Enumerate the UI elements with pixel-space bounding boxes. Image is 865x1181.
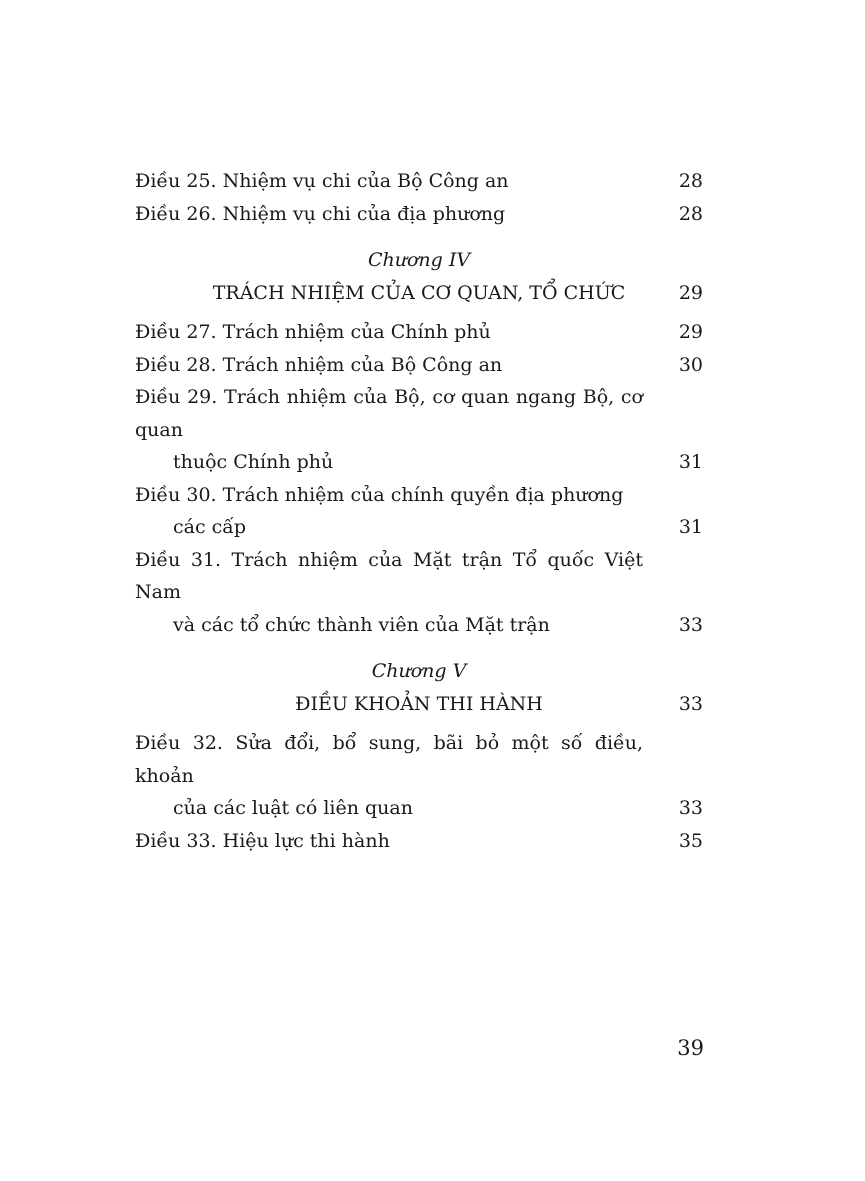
toc-entry-text: Điều 30. Trách nhiệm của chính quyền địa phương — [135, 483, 624, 506]
chapter-4-label: Chương IV — [367, 249, 471, 271]
toc-entry-dieu-26[interactable] — [135, 198, 703, 231]
toc-entry-continuation: của các luật có liên quan — [173, 797, 413, 819]
chapter-4-page: 29 — [678, 282, 703, 304]
toc-entry-text: Điều 27. Trách nhiệm của Chính phủ — [135, 321, 491, 343]
toc-entry-page: 29 — [678, 321, 703, 343]
toc-entry-page: 33 — [678, 613, 703, 636]
chapter-4-title: TRÁCH NHIỆM CỦA CƠ QUAN, TỔ CHỨC — [212, 282, 626, 304]
toc-entry-dieu-33[interactable] — [135, 825, 703, 858]
toc-entry-text: Điều 31. Trách nhiệm của Mặt trận Tổ quốc Việt Nam — [135, 548, 643, 603]
toc-entry-continuation: thuộc Chính phủ — [173, 451, 334, 473]
table-of-contents — [135, 165, 703, 857]
toc-entry-dieu-32[interactable] — [135, 727, 703, 825]
toc-entry-dieu-30[interactable] — [135, 479, 703, 544]
toc-entry-page: 31 — [678, 451, 703, 473]
toc-entry-dieu-28[interactable] — [135, 349, 703, 382]
chapter-4-heading[interactable] — [135, 276, 703, 310]
toc-entry-text: Điều 25. Nhiệm vụ chi của Bộ Công an — [135, 170, 509, 192]
chapter-5-label: Chương V — [371, 660, 467, 682]
toc-entry-text: Điều 28. Trách nhiệm của Bộ Công an — [135, 353, 503, 376]
toc-entry-text: Điều 33. Hiệu lực thi hành — [135, 829, 390, 852]
toc-entry-dieu-27[interactable] — [135, 316, 703, 349]
toc-entry-page: 35 — [678, 829, 703, 852]
toc-entry-page: 28 — [678, 170, 703, 192]
toc-entry-continuation: và các tổ chức thành viên của Mặt trận — [173, 613, 550, 636]
chapter-5-heading[interactable] — [135, 687, 703, 721]
toc-entry-text: Điều 26. Nhiệm vụ chi của địa phương — [135, 202, 506, 225]
page-number: 39 — [677, 1036, 704, 1060]
toc-entry-dieu-31[interactable] — [135, 544, 703, 642]
toc-entry-text: Điều 32. Sửa đổi, bổ sung, bãi bỏ một số điều, khoản — [135, 732, 643, 787]
toc-entry-page: 31 — [678, 516, 703, 538]
toc-entry-page: 28 — [678, 202, 703, 225]
toc-entry-dieu-29[interactable] — [135, 381, 703, 479]
toc-entry-page: 30 — [678, 353, 703, 376]
toc-entry-dieu-25[interactable] — [135, 165, 703, 198]
toc-entry-text: Điều 29. Trách nhiệm của Bộ, cơ quan ngang Bộ, cơ quan — [135, 386, 643, 441]
toc-entry-continuation: các cấp — [173, 516, 247, 538]
chapter-5-page: 33 — [678, 693, 703, 715]
toc-entry-page: 33 — [678, 797, 703, 819]
chapter-5-title: ĐIỀU KHOẢN THI HÀNH — [295, 693, 543, 715]
